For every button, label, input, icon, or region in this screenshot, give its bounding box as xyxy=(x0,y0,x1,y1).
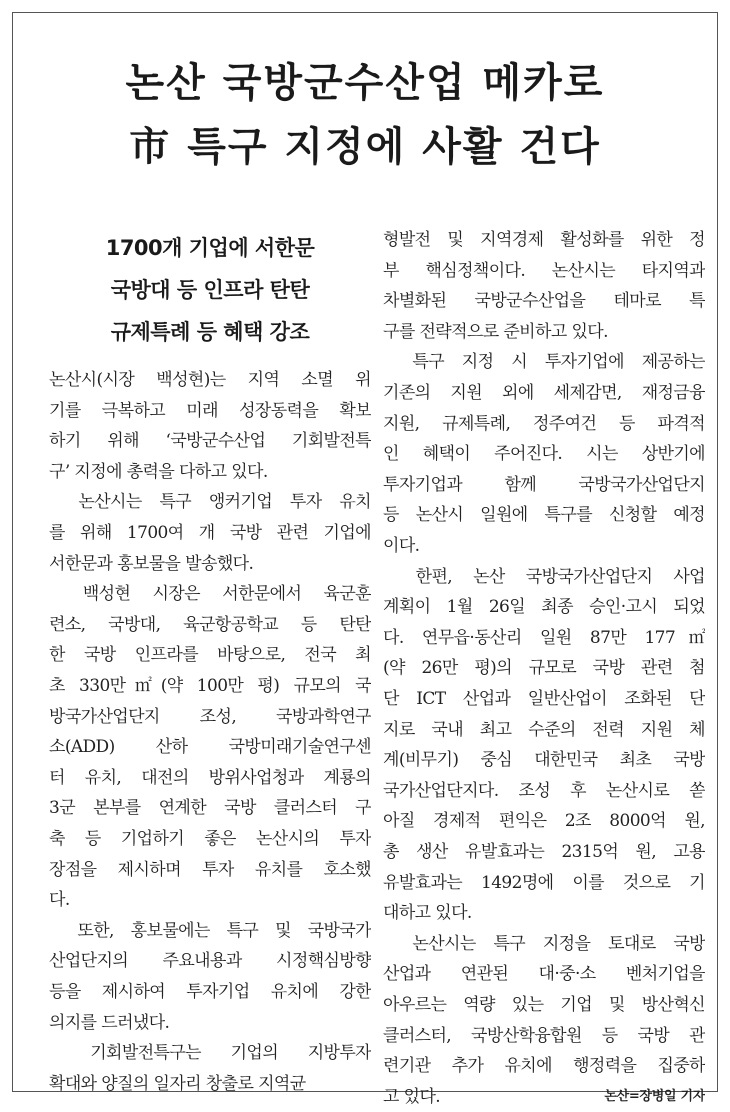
body-text-line: 산업단지의 주요내용과 시정핵심방향 xyxy=(49,951,371,972)
body-text-line: 총 생산 유발효과는 2315억 원, 고용 xyxy=(383,842,705,862)
body-text-line: 대하고 있다. xyxy=(383,903,472,924)
body-text-line: 축 등 기업하기 좋은 논산시의 투자 xyxy=(49,829,371,849)
body-text-line: 를 위해 1700여 개 국방 관련 기업에 xyxy=(49,523,371,543)
body-text-line: 백성현 시장은 서한문에서 육군훈 xyxy=(49,584,371,605)
body-text-line: 계획이 1월 26일 최종 승인·고시 되었 xyxy=(383,597,705,618)
body-text-line: 단 ICT 산업과 일반산업이 조화된 단 xyxy=(383,689,705,709)
body-text-line: 기존의 지원 외에 세제감면, 재정금융 xyxy=(383,383,705,403)
body-text-line: 한 국방 인프라를 바탕으로, 전국 최 xyxy=(49,645,371,666)
body-text-line: 련소, 국방대, 육군항공학교 등 탄탄 xyxy=(49,614,371,635)
body-text-line: 계(비무기) 중심 대한민국 최초 국방 xyxy=(383,750,705,771)
body-text-line: 련기관 추가 유치에 행정력을 집중하 xyxy=(383,1056,705,1077)
headline-line-2: 市 특구 지정에 사활 건다 xyxy=(129,124,601,170)
body-text-line: 형발전 및 지역경제 활성화를 위한 정 xyxy=(383,230,705,250)
body-text-line: (약 26만 평)의 규모로 국방 관련 첨 xyxy=(383,658,705,679)
body-text-line: 방국가산업단지 조성, 국방과학연구 xyxy=(49,706,371,727)
body-text-line: 다. xyxy=(49,890,70,911)
body-text-line: 논산시(시장 백성현)는 지역 소멸 위 xyxy=(49,370,371,390)
body-text-line: 특구 지정 시 투자기업에 제공하는 xyxy=(383,352,705,373)
body-text-line: 투자기업과 함께 국방국가산업단지 xyxy=(383,474,705,495)
body-text-line: 하기 위해 ‘국방군수산업 기회발전특 xyxy=(49,431,371,452)
body-text-line: 기회발전특구는 기업의 지방투자 xyxy=(49,1043,371,1064)
article-frame xyxy=(12,12,718,1107)
body-text-line: 장점을 제시하며 투자 유치를 호소했 xyxy=(49,859,371,880)
body-text-line: 산업과 연관된 대·중·소 벤처기업을 xyxy=(383,964,705,985)
body-text-line: 논산시는 특구 앵커기업 투자 유치 xyxy=(49,492,371,513)
body-text-line: 차별화된 국방군수산업을 테마로 특 xyxy=(383,291,705,312)
subheadline xyxy=(49,227,371,353)
body-text-line: 등 논산시 일원에 특구를 신청할 예정 xyxy=(383,505,705,526)
body-text-line: 소(ADD) 산하 국방미래기술연구센 xyxy=(49,737,371,758)
body-text-line: 논산시는 특구 지정을 토대로 국방 xyxy=(383,933,705,954)
subheadline-line-3: 규제특례 등 혜택 강조 xyxy=(110,320,310,344)
body-text-line: 인 혜택이 주어진다. 시는 상반기에 xyxy=(383,444,705,465)
body-text-line: 국가산업단지다. 조성 후 논산시로 쏟 xyxy=(383,780,705,801)
subheadline-line-2: 국방대 등 인프라 탄탄 xyxy=(110,278,310,302)
body-text-line: 초 330만㎡(약 100만 평) 규모의 국 xyxy=(49,676,371,696)
body-text-line: 구’ 지정에 총력을 다하고 있다. xyxy=(49,461,268,482)
body-text-line: 기를 극복하고 미래 성장동력을 확보 xyxy=(49,400,371,421)
subheadline-line-1: 1700개 기업에 서한문 xyxy=(105,236,315,260)
body-text-line: 다. 연무읍·동산리 일원 87만 177㎡ xyxy=(383,627,705,648)
body-text-line: 클러스터, 국방산학융합원 등 국방 관 xyxy=(383,1025,705,1046)
body-text-line: 고 있다. 논산=장병일 기자 xyxy=(383,1082,705,1112)
body-text-line: 3군 본부를 연계한 국방 클러스터 구 xyxy=(49,798,371,819)
headline xyxy=(13,51,717,179)
body-text-line: 의지를 드러냈다. xyxy=(49,1012,170,1033)
body-text-line: 터 유치, 대전의 방위사업청과 계룡의 xyxy=(49,767,371,788)
body-text-line: 부 핵심정책이다. 논산시는 타지역과 xyxy=(383,260,705,281)
body-text-line: 한편, 논산 국방국가산업단지 사업 xyxy=(383,566,705,587)
body-text-line: 확대와 양질의 일자리 창출로 지역균 xyxy=(49,1073,306,1094)
body-text-line: 구를 전략적으로 준비하고 있다. xyxy=(383,321,608,342)
byline: 논산=장병일 기자 xyxy=(604,1088,705,1104)
body-text-line: 아우르는 역량 있는 기업 및 방산혁신 xyxy=(383,995,705,1015)
body-text-line: 또한, 홍보물에는 특구 및 국방국가 xyxy=(49,920,371,941)
body-text-line: 아질 경제적 편익은 2조 8000억 원, xyxy=(383,811,705,832)
body-text-line: 지로 국내 최고 수준의 전력 지원 체 xyxy=(383,719,705,740)
body-text-line: 등을 제시하여 투자기업 유치에 강한 xyxy=(49,982,371,1002)
body-text-line: 지원, 규제특례, 정주여건 등 파격적 xyxy=(383,413,705,434)
headline-line-1: 논산 국방군수산업 메카로 xyxy=(125,60,605,106)
body-text-line: 이다. xyxy=(383,536,420,556)
body-text-line: 유발효과는 1492명에 이를 것으로 기 xyxy=(383,872,705,893)
body-text-line: 서한문과 홍보물을 발송했다. xyxy=(49,553,254,574)
